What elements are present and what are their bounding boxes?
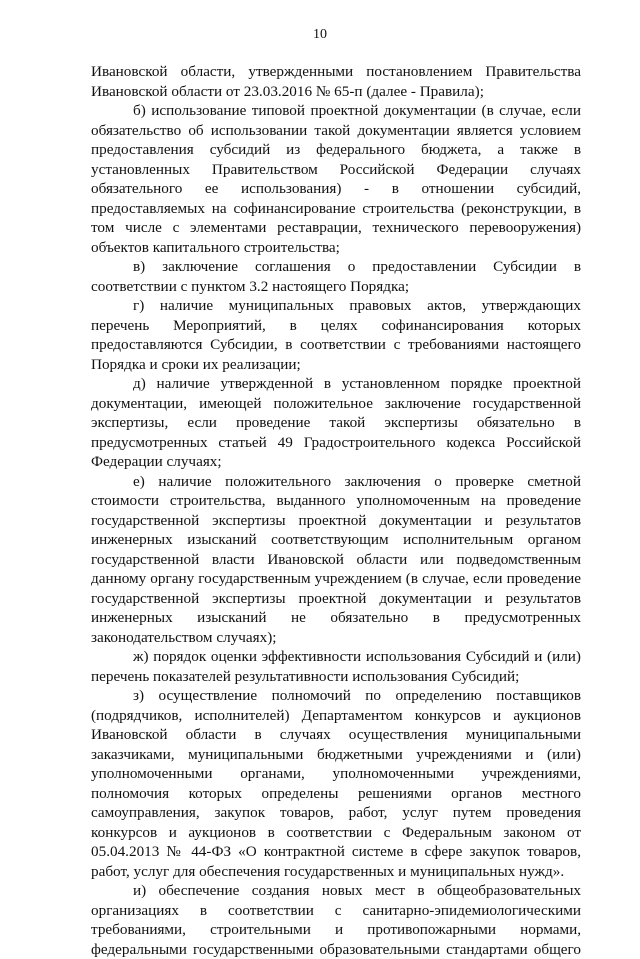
paragraph-b: б) использование типовой проектной документации (в случае, если обязательство об использовании такой документации является условием предоставления субсидий из федерального бюджета, а также в установленных Правительством Российской Федерации случаях обязательного ее использования) - в отношении субсидий, предоставляемых на софинансирование строительства (реконструкции, в том числе с элементами реставрации, технического перевооружения) объектов капитального строительства; bbox=[91, 102, 581, 256]
paragraph-g: г) наличие муниципальных правовых актов, утверждающих перечень Мероприятий, в целях софинансирования которых предоставляются Субсидии, в соответствии с требованиями настоящего Порядка и сроки их реализации; bbox=[91, 297, 581, 373]
page-number: 10 bbox=[313, 27, 327, 42]
paragraph-zh: ж) порядок оценки эффективности использования Субсидий и (или) перечень показателей результативности использования Субсидий; bbox=[91, 648, 581, 685]
paragraph-e: е) наличие положительного заключения о проверке сметной стоимости строительства, выданного уполномоченным на проведение государственной экспертизы проектной документации и результатов инженерных изысканий соответствующим исполнительным органом государственной власти Ивановской области или подведомственным данному органу государственным учреждением (в случае, если проведение государственной экспертизы проектной документации и результатов инженерных изысканий не обязательно в предусмотренных законодательством случаях); bbox=[91, 472, 581, 646]
paragraph-z: з) осуществление полномочий по определению поставщиков (подрядчиков, исполнителей) Департаментом конкурсов и аукционов Ивановской области в случаях осуществления муниципальными заказчиками, муниципальными бюджетными учреждениями и (или) уполномоченными органами, уполномоченными учреждениями, полномочия которых определены решениями органов местного самоуправления, закупок товаров, работ, услуг путем проведения конкурсов и аукционов в соответствии с Федеральным законом от 05.04.2013 № 44-ФЗ «О контрактной системе в сфере закупок товаров, работ, услуг для обеспечения государственных и муниципальных нужд». bbox=[91, 687, 581, 880]
paragraph-d: д) наличие утвержденной в установленном порядке проектной документации, имеющей положительное заключение государственной экспертизы, если проведение такой экспертизы обязательно в предусмотренных статьей 49 Градостроительного кодекса Российской Федерации случаях; bbox=[91, 375, 581, 470]
paragraph-v: в) заключение соглашения о предоставлении Субсидии в соответствии с пунктом 3.2 настоящего Порядка; bbox=[91, 258, 581, 295]
document-body bbox=[91, 62, 581, 959]
paragraph-continuation: Ивановской области, утвержденными постановлением Правительства Ивановской области от 23.03.2016 № 65-п (далее - Правила); bbox=[91, 63, 581, 100]
paragraph-i: и) обеспечение создания новых мест в общеобразовательных организациях в соответствии с санитарно-эпидемиологическими требованиями, строительными и противопожарными нормами, федеральными государственными образовательными стандартами общего bbox=[91, 882, 581, 958]
